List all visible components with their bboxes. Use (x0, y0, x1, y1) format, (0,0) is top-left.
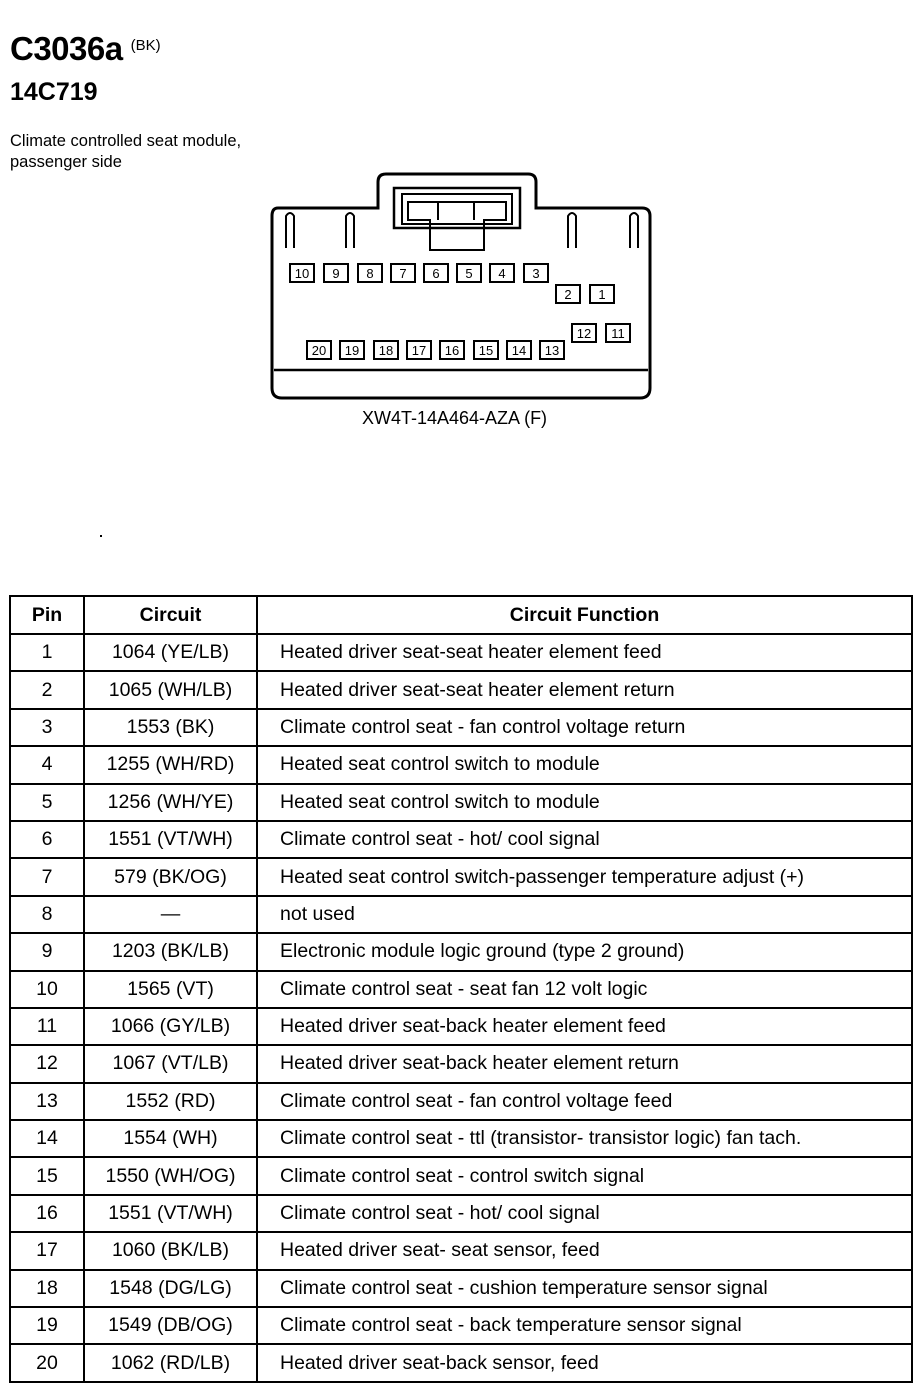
pin-5 (457, 264, 481, 282)
pin-cell: 1 (10, 634, 84, 671)
circuit-cell: 1552 (RD) (84, 1083, 257, 1120)
function-cell: not used (257, 896, 912, 933)
pin-cell: 10 (10, 971, 84, 1008)
pin-7-label: 7 (399, 266, 407, 281)
table-row (10, 1120, 912, 1157)
function-cell: Climate control seat - cushion temperature sensor signal (257, 1270, 912, 1307)
pin-2 (556, 285, 580, 303)
table-row (10, 671, 912, 708)
key-slot-2 (346, 213, 354, 248)
circuit-cell: 1549 (DB/OG) (84, 1307, 257, 1344)
circuit-cell: 1548 (DG/LG) (84, 1270, 257, 1307)
pin-cell: 11 (10, 1008, 84, 1045)
key-slot-3 (568, 213, 576, 248)
table-row (10, 1232, 912, 1269)
key-slot-1 (286, 213, 294, 248)
pin-13 (540, 341, 564, 359)
table-row (10, 1008, 912, 1045)
pin-11 (606, 324, 630, 342)
pin-2-label: 2 (564, 287, 572, 302)
table-row (10, 1083, 912, 1120)
circuit-cell: 1256 (WH/YE) (84, 784, 257, 821)
table-row (10, 1195, 912, 1232)
table-row (10, 784, 912, 821)
connector-id: C3036a (10, 30, 123, 67)
pin-16-label: 16 (444, 343, 460, 358)
function-cell: Heated driver seat-back sensor, feed (257, 1344, 912, 1382)
pin-20 (307, 341, 331, 359)
table-row (10, 896, 912, 933)
pin-6 (424, 264, 448, 282)
function-cell: Climate control seat - fan control voltage return (257, 709, 912, 746)
table-row (10, 634, 912, 671)
circuit-cell: 1060 (BK/LB) (84, 1232, 257, 1269)
function-cell: Climate control seat - fan control voltage feed (257, 1083, 912, 1120)
function-cell: Heated driver seat-back heater element return (257, 1045, 912, 1082)
pin-15-label: 15 (478, 343, 494, 358)
circuit-cell: 1551 (VT/WH) (84, 821, 257, 858)
pin-4-label: 4 (498, 266, 506, 281)
key-slot-4 (630, 213, 638, 248)
connector-color-code: (BK) (130, 37, 161, 54)
pin-4 (490, 264, 514, 282)
function-cell: Electronic module logic ground (type 2 ground) (257, 933, 912, 970)
function-cell: Climate control seat - ttl (transistor- transistor logic) fan tach. (257, 1120, 912, 1157)
circuit-cell: 1565 (VT) (84, 971, 257, 1008)
table-row (10, 1045, 912, 1082)
circuit-cell: 1067 (VT/LB) (84, 1045, 257, 1082)
pin-17-label: 17 (411, 343, 427, 358)
circuit-cell: 1553 (BK) (84, 709, 257, 746)
header-circuit: Circuit (84, 596, 257, 634)
circuit-cell: 1550 (WH/OG) (84, 1157, 257, 1194)
pin-cell: 19 (10, 1307, 84, 1344)
stray-dot (100, 535, 102, 537)
header-function: Circuit Function (257, 596, 912, 634)
circuit-cell: 1066 (GY/LB) (84, 1008, 257, 1045)
pin-5-label: 5 (465, 266, 473, 281)
function-cell: Climate control seat - seat fan 12 volt logic (257, 971, 912, 1008)
pin-17 (407, 341, 431, 359)
pin-8-label: 8 (366, 266, 374, 281)
table-body (10, 634, 912, 1382)
pin-7 (391, 264, 415, 282)
pin-8 (358, 264, 382, 282)
table-row (10, 1344, 912, 1382)
pin-9-label: 9 (332, 266, 340, 281)
function-cell: Heated seat control switch-passenger temperature adjust (+) (257, 858, 912, 895)
pin-1-label: 1 (598, 287, 606, 302)
pin-14 (507, 341, 531, 359)
circuit-cell: 579 (BK/OG) (84, 858, 257, 895)
connector-face-diagram (266, 170, 656, 402)
table-row (10, 746, 912, 783)
pin-13-label: 13 (544, 343, 560, 358)
pin-cell: 4 (10, 746, 84, 783)
table-row (10, 1157, 912, 1194)
table-header-row (10, 596, 912, 634)
pin-1 (590, 285, 614, 303)
pin-11-label: 11 (611, 326, 625, 341)
table-row (10, 933, 912, 970)
pin-cell: 9 (10, 933, 84, 970)
function-cell: Climate control seat - back temperature sensor signal (257, 1307, 912, 1344)
pin-cell: 13 (10, 1083, 84, 1120)
pin-18-label: 18 (378, 343, 394, 358)
table-row (10, 1307, 912, 1344)
pin-cell: 7 (10, 858, 84, 895)
function-cell: Heated seat control switch to module (257, 746, 912, 783)
pin-15 (474, 341, 498, 359)
pin-10 (290, 264, 314, 282)
pin-10-label: 10 (294, 266, 310, 281)
pin-cell: 20 (10, 1344, 84, 1382)
pin-3-label: 3 (532, 266, 540, 281)
function-cell: Climate control seat - hot/ cool signal (257, 1195, 912, 1232)
header-pin: Pin (10, 596, 84, 634)
function-cell: Heated seat control switch to module (257, 784, 912, 821)
pin-cell: 6 (10, 821, 84, 858)
circuit-cell: 1062 (RD/LB) (84, 1344, 257, 1382)
pin-14-label: 14 (511, 343, 527, 358)
table-row (10, 821, 912, 858)
pin-cell: 15 (10, 1157, 84, 1194)
circuit-cell: 1554 (WH) (84, 1120, 257, 1157)
latch-tab (408, 202, 506, 250)
description-line-1: Climate controlled seat module, (10, 132, 242, 150)
pin-12 (572, 324, 596, 342)
pin-18 (374, 341, 398, 359)
pin-cell: 5 (10, 784, 84, 821)
pin-cell: 12 (10, 1045, 84, 1082)
connector-title (10, 30, 161, 68)
circuit-cell: 1065 (WH/LB) (84, 671, 257, 708)
circuit-cell: 1551 (VT/WH) (84, 1195, 257, 1232)
table-row (10, 971, 912, 1008)
pin-19-label: 19 (344, 343, 360, 358)
circuit-cell: 1255 (WH/RD) (84, 746, 257, 783)
pin-6-label: 6 (432, 266, 440, 281)
table-row (10, 709, 912, 746)
function-cell: Climate control seat - hot/ cool signal (257, 821, 912, 858)
pinout-table (9, 595, 913, 1383)
pin-cell: 16 (10, 1195, 84, 1232)
function-cell: Heated driver seat-seat heater element feed (257, 634, 912, 671)
pin-3 (524, 264, 548, 282)
pin-16 (440, 341, 464, 359)
pin-20-label: 20 (311, 343, 327, 358)
pin-cell: 3 (10, 709, 84, 746)
part-code: 14C719 (10, 78, 98, 106)
pin-cell: 8 (10, 896, 84, 933)
function-cell: Heated driver seat-back heater element feed (257, 1008, 912, 1045)
function-cell: Heated driver seat-seat heater element return (257, 671, 912, 708)
circuit-cell: — (84, 896, 257, 933)
table-row (10, 1270, 912, 1307)
table-row (10, 858, 912, 895)
circuit-cell: 1203 (BK/LB) (84, 933, 257, 970)
pin-cell: 17 (10, 1232, 84, 1269)
function-cell: Heated driver seat- seat sensor, feed (257, 1232, 912, 1269)
function-cell: Climate control seat - control switch signal (257, 1157, 912, 1194)
pin-9 (324, 264, 348, 282)
pin-cell: 14 (10, 1120, 84, 1157)
pin-cell: 2 (10, 671, 84, 708)
pin-cell: 18 (10, 1270, 84, 1307)
description-line-2: passenger side (10, 153, 122, 171)
circuit-cell: 1064 (YE/LB) (84, 634, 257, 671)
connector-part-number: XW4T-14A464-AZA (F) (362, 408, 548, 428)
pin-12-label: 12 (576, 326, 592, 341)
pin-19 (340, 341, 364, 359)
connector-description (10, 131, 241, 173)
